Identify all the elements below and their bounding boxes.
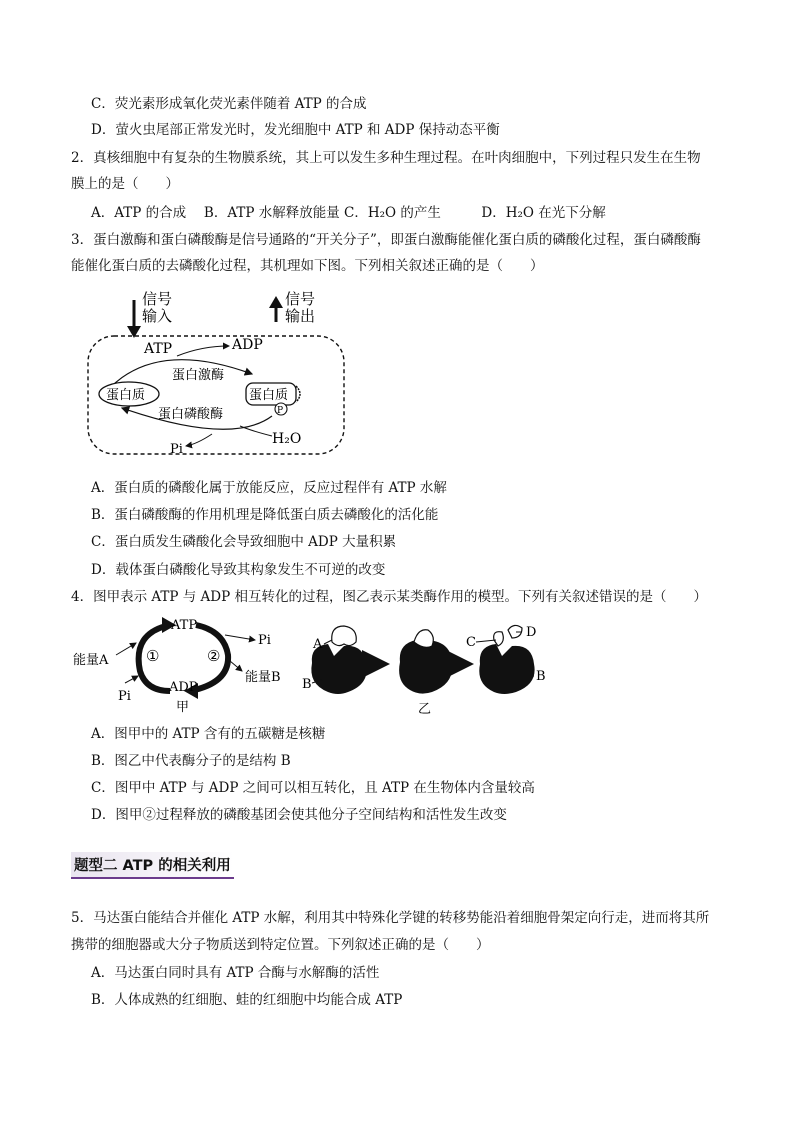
- signal-out-label-2: 输出: [285, 307, 316, 325]
- label-a: A: [313, 637, 323, 652]
- label-d: D: [526, 625, 537, 640]
- figure-yi-label: 乙: [418, 702, 432, 717]
- q3-option-d: D．载体蛋白磷酸化导致其构象发生不可逆的改变: [91, 562, 386, 578]
- label-c: C: [466, 635, 476, 650]
- q4-option-a: A．图甲中的 ATP 含有的五碳糖是核糖: [91, 726, 326, 742]
- pi-top-label: Pi: [258, 633, 271, 648]
- signal-in-label-2: 输入: [142, 307, 173, 325]
- label-b-right: B: [536, 669, 546, 684]
- pi-label: Pi: [170, 442, 183, 457]
- q1-option-c: C．荧光素形成氧化荧光素伴随着 ATP 的合成: [91, 96, 367, 112]
- enzyme-model-diagram: [300, 618, 550, 718]
- atp-label: ATP: [171, 618, 198, 633]
- q3-option-b: B．蛋白磷酸酶的作用机理是降低蛋白质去磷酸化的活化能: [91, 507, 439, 523]
- section-heading: [71, 852, 234, 879]
- signal-out-label-1: 信号: [285, 290, 316, 308]
- protein-left: 蛋白质: [106, 388, 146, 403]
- q1-option-d: D．萤火虫尾部正常发光时，发光细胞中 ATP 和 ADP 保持动态平衡: [91, 122, 500, 138]
- q3-stem-line2: 能催化蛋白质的去磷酸化过程，其机理如下图。下列相关叙述正确的是（ ）: [71, 258, 544, 274]
- adp-label: ADP: [232, 337, 263, 353]
- q5-option-a: A．马达蛋白同时具有 ATP 合酶与水解酶的活性: [91, 965, 380, 981]
- q4-option-d: D．图甲②过程释放的磷酸基团会使其他分子空间结构和活性发生改变: [91, 807, 507, 823]
- process-1-label: ①: [146, 647, 160, 665]
- q3-option-c: C．蛋白质发生磷酸化会导致细胞中 ADP 大量积累: [91, 534, 397, 550]
- energy-a-label: 能量A: [73, 653, 109, 668]
- protein-right: 蛋白质: [249, 388, 289, 403]
- atp-label: ATP: [144, 341, 173, 357]
- q2-options: A．ATP 的合成 B．ATP 水解释放能量 C．H₂O 的产生 D．H₂O 在光下分解: [91, 205, 606, 221]
- label-b-left: B: [302, 677, 312, 692]
- q2-stem-line2: 膜上的是（ ）: [71, 176, 179, 192]
- atp-adp-cycle-diagram: [70, 613, 300, 718]
- q5-option-b: B．人体成熟的红细胞、蛙的红细胞中均能合成 ATP: [91, 992, 403, 1008]
- protein-phosphorylation-diagram: [82, 286, 352, 464]
- phosphatase-label: 蛋白磷酸酶: [158, 407, 224, 422]
- process-2-label: ②: [207, 647, 221, 665]
- pi-bottom-label: Pi: [118, 689, 131, 704]
- h2o-label: H₂O: [272, 431, 302, 447]
- section-title: 题型二 ATP 的相关利用: [74, 858, 231, 874]
- q3-option-a: A．蛋白质的磷酸化属于放能反应，反应过程伴有 ATP 水解: [91, 480, 447, 496]
- q4-stem: 4．图甲表示 ATP 与 ADP 相互转化的过程，图乙表示某类酶作用的模型。下列有关叙述错误的是（ ）: [71, 589, 708, 605]
- q5-stem-line1: 5．马达蛋白能结合并催化 ATP 水解，利用其中特殊化学键的转移势能沿着细胞骨架定向行走，进而将其所: [71, 910, 710, 926]
- q4-option-b: B．图乙中代表酶分子的是结构 B: [91, 753, 291, 769]
- q3-stem-line1: 3．蛋白激酶和蛋白磷酸酶是信号通路的“开关分子”，即蛋白激酶能催化蛋白质的磷酸化过程，蛋白磷酸酶: [71, 232, 701, 248]
- q4-option-c: C．图甲中 ATP 与 ADP 之间可以相互转化，且 ATP 在生物体内含量较高: [91, 780, 535, 796]
- energy-b-label: 能量B: [245, 670, 281, 685]
- kinase-label: 蛋白激酶: [172, 368, 225, 383]
- phosphate-p: P: [277, 406, 284, 416]
- signal-in-label-1: 信号: [142, 290, 173, 308]
- q5-stem-line2: 携带的细胞器或大分子物质送到特定位置。下列叙述正确的是（ ）: [71, 937, 490, 953]
- figure-jia-label: 甲: [176, 700, 190, 715]
- q2-stem-line1: 2．真核细胞中有复杂的生物膜系统，其上可以发生多种生理过程。在叶肉细胞中，下列过程只发生在生物: [71, 150, 701, 166]
- adp-label: ADP: [169, 680, 198, 695]
